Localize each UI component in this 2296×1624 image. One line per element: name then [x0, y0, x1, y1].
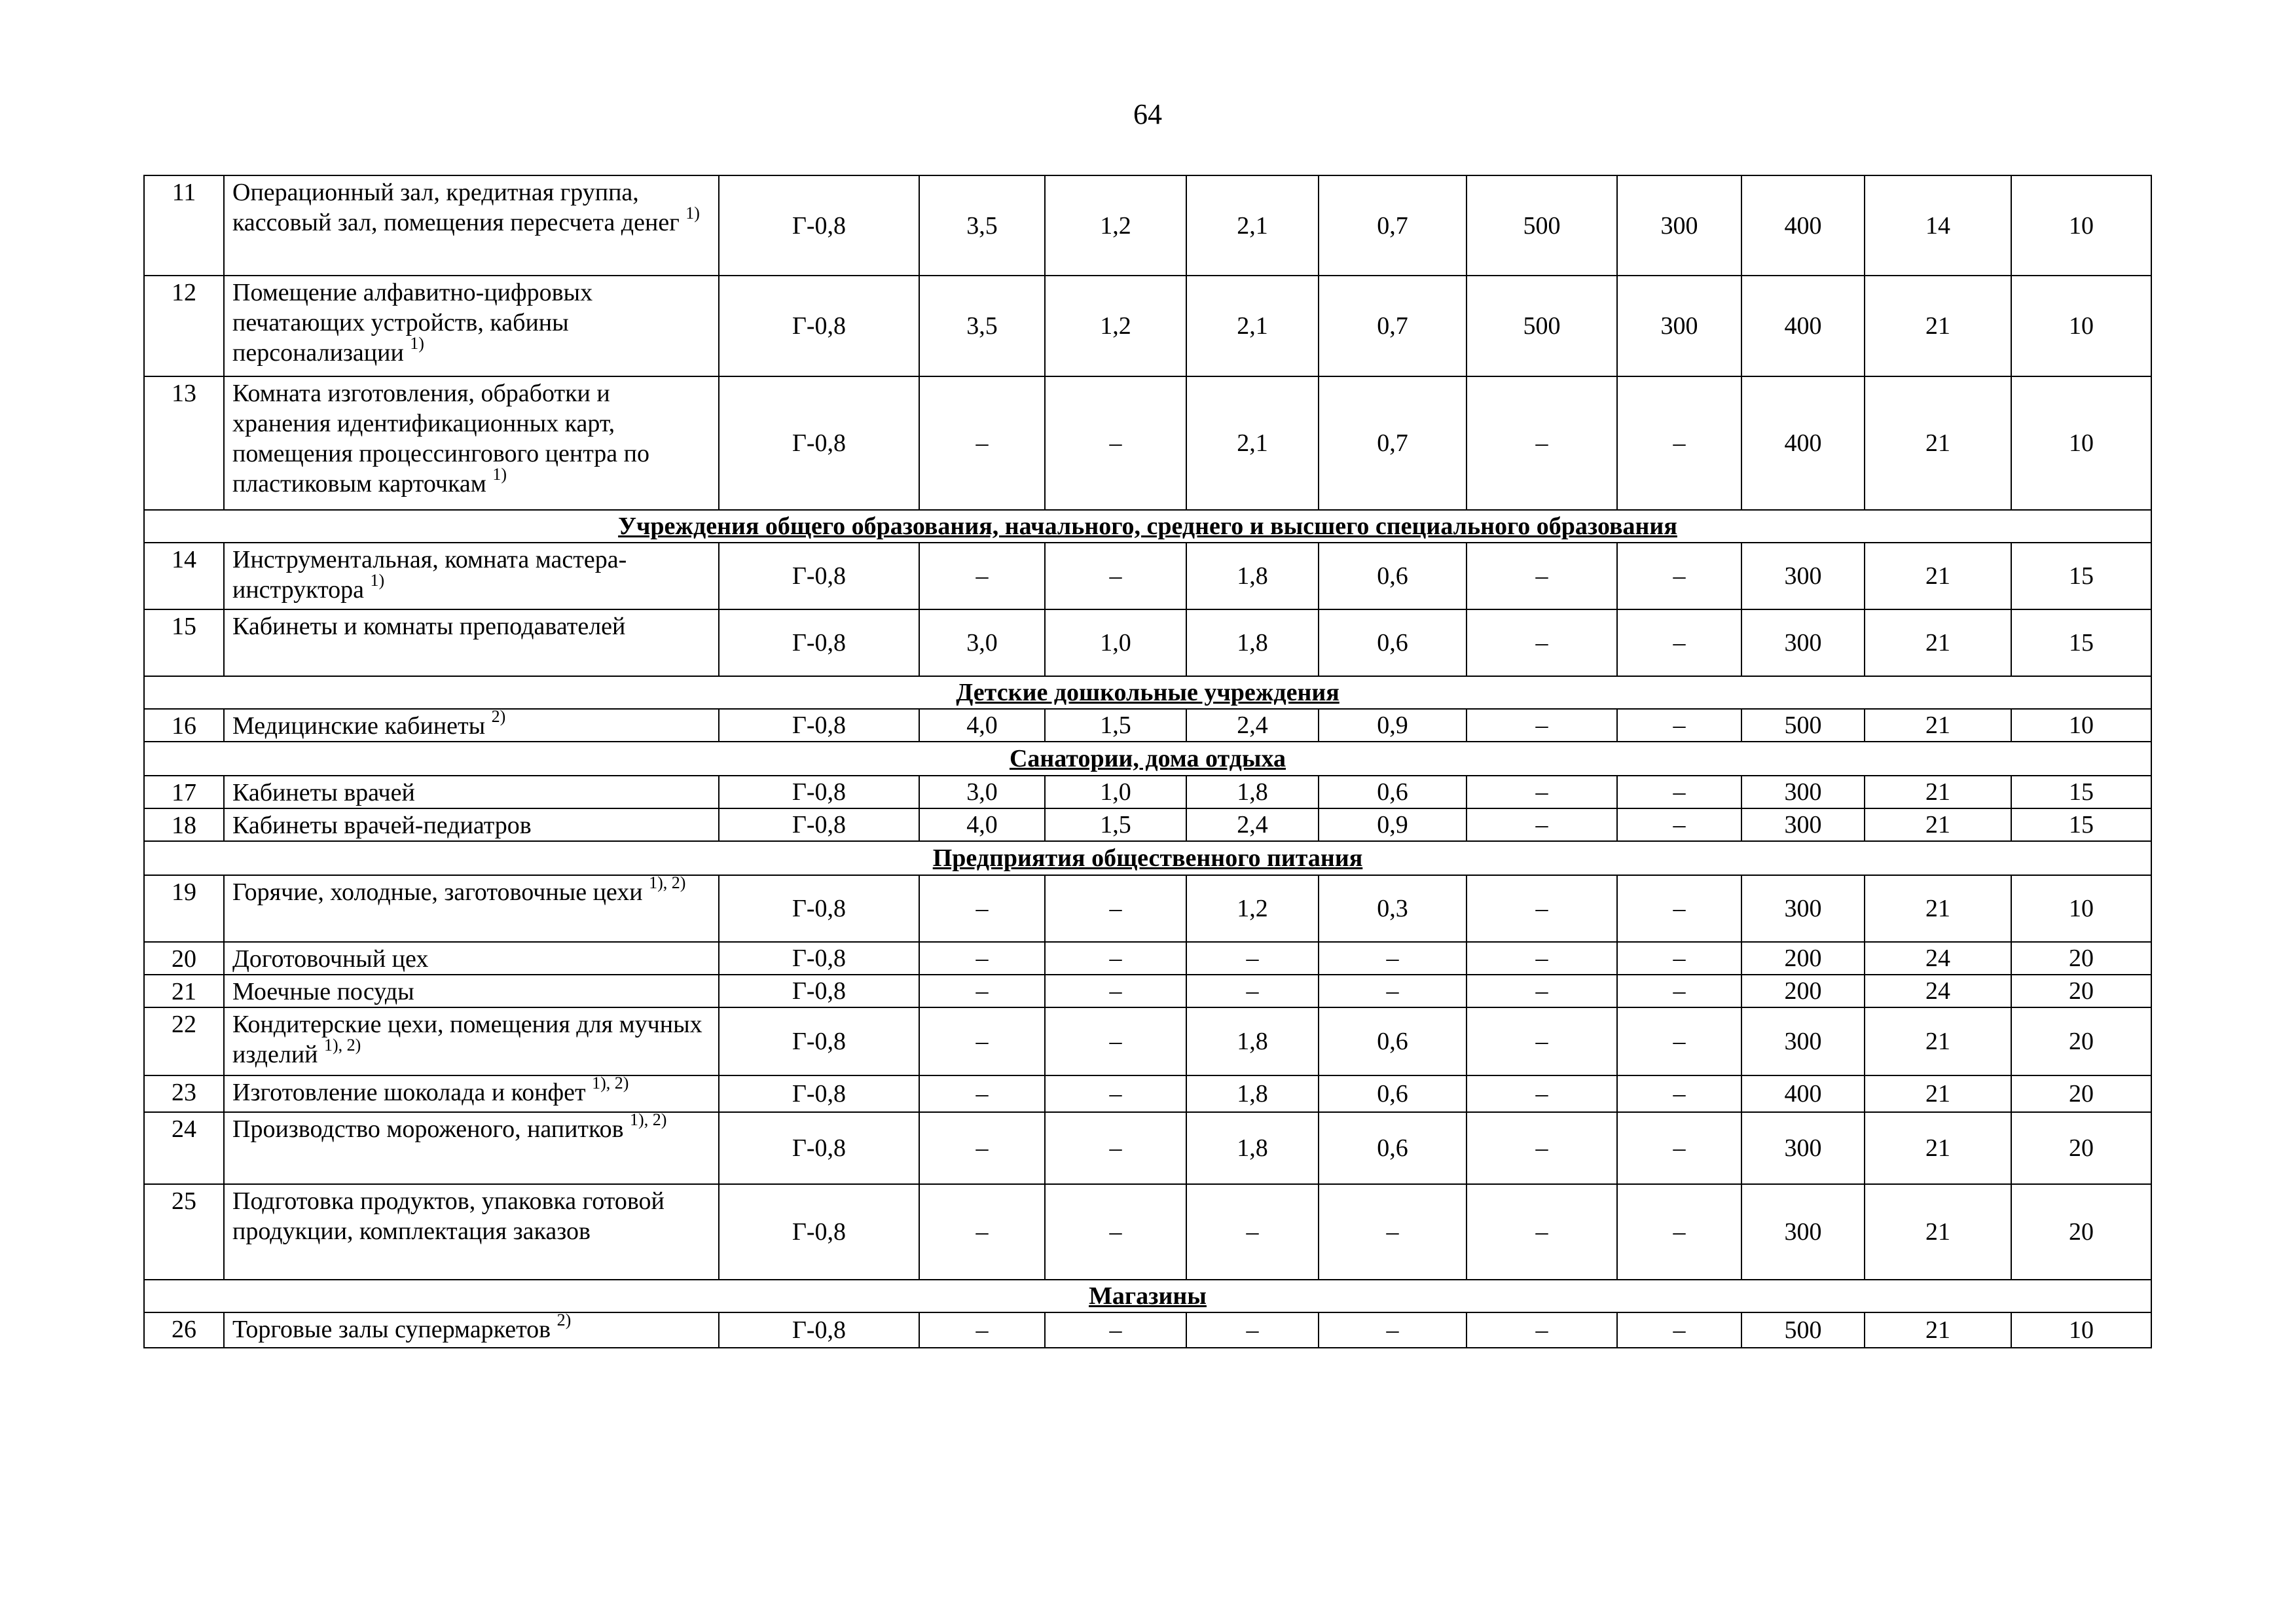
value-cell: 24	[1865, 975, 2011, 1007]
value-cell: Г-0,8	[719, 609, 919, 676]
table-row	[144, 709, 2151, 742]
value-cell: Г-0,8	[719, 875, 919, 942]
value-cell: –	[1617, 709, 1741, 742]
value-cell: 21	[1865, 1184, 2011, 1280]
room-name: Горячие, холодные, заготовочные цехи	[232, 878, 643, 906]
section-title: Магазины	[144, 1280, 2151, 1312]
value-cell: 0,6	[1319, 776, 1467, 808]
value-cell: –	[1617, 1075, 1741, 1112]
room-name-cell	[224, 808, 719, 841]
room-name: Кабинеты врачей	[232, 779, 415, 806]
value-cell: 300	[1741, 776, 1865, 808]
table-row	[144, 376, 2151, 510]
section-header-row	[144, 510, 2151, 543]
value-cell: 0,6	[1319, 1007, 1467, 1075]
room-name-cell	[224, 543, 719, 609]
room-name: Доготовочный цех	[232, 945, 429, 973]
value-cell: 21	[1865, 376, 2011, 510]
value-cell: –	[1045, 1112, 1186, 1184]
value-cell: –	[919, 1075, 1045, 1112]
value-cell: Г-0,8	[719, 1112, 919, 1184]
value-cell: –	[1045, 1312, 1186, 1348]
value-cell: –	[1617, 1312, 1741, 1348]
value-cell: 0,6	[1319, 1112, 1467, 1184]
value-cell: 300	[1741, 875, 1865, 942]
value-cell: –	[1467, 975, 1617, 1007]
value-cell: 20	[2011, 1075, 2151, 1112]
value-cell: –	[1617, 609, 1741, 676]
value-cell: 1,8	[1186, 1112, 1319, 1184]
value-cell: –	[1467, 776, 1617, 808]
room-name-cell	[224, 776, 719, 808]
value-cell: 21	[1865, 609, 2011, 676]
lighting-norms-table	[143, 175, 2152, 1348]
room-name-cell	[224, 1075, 719, 1112]
value-cell: –	[919, 942, 1045, 975]
row-number: 11	[144, 175, 224, 276]
value-cell: –	[1467, 376, 1617, 510]
value-cell: 2,1	[1186, 175, 1319, 276]
footnote-marker: 1), 2)	[592, 1075, 629, 1093]
value-cell: Г-0,8	[719, 776, 919, 808]
value-cell: 21	[1865, 808, 2011, 841]
value-cell: –	[1617, 776, 1741, 808]
value-cell: –	[1045, 376, 1186, 510]
value-cell: 20	[2011, 975, 2151, 1007]
value-cell: 400	[1741, 276, 1865, 376]
value-cell: –	[1467, 1312, 1617, 1348]
value-cell: 10	[2011, 276, 2151, 376]
value-cell: 1,8	[1186, 609, 1319, 676]
value-cell: 21	[1865, 276, 2011, 376]
section-header-row	[144, 676, 2151, 709]
room-name: Кабинеты врачей-педиатров	[232, 812, 532, 839]
value-cell: –	[1186, 1312, 1319, 1348]
value-cell: Г-0,8	[719, 376, 919, 510]
value-cell: 15	[2011, 609, 2151, 676]
room-name-cell	[224, 276, 719, 376]
value-cell: –	[1045, 975, 1186, 1007]
table-row	[144, 1075, 2151, 1112]
table-row	[144, 543, 2151, 609]
value-cell: –	[1319, 1184, 1467, 1280]
value-cell: 1,8	[1186, 776, 1319, 808]
value-cell: –	[1617, 875, 1741, 942]
room-name-cell	[224, 1184, 719, 1280]
row-number: 15	[144, 609, 224, 676]
value-cell: –	[1045, 1184, 1186, 1280]
row-number: 26	[144, 1312, 224, 1348]
table-row	[144, 1007, 2151, 1075]
value-cell: 10	[2011, 376, 2151, 510]
value-cell: 1,0	[1045, 609, 1186, 676]
value-cell: 0,9	[1319, 709, 1467, 742]
table-row	[144, 942, 2151, 975]
value-cell: –	[1467, 609, 1617, 676]
table-body	[144, 175, 2151, 1348]
table-row	[144, 276, 2151, 376]
room-name: Медицинские кабинеты	[232, 712, 486, 740]
value-cell: Г-0,8	[719, 1075, 919, 1112]
value-cell: 21	[1865, 1007, 2011, 1075]
table-row	[144, 776, 2151, 808]
room-name: Изготовление шоколада и конфет	[232, 1079, 586, 1106]
table-row	[144, 175, 2151, 276]
value-cell: 300	[1741, 1007, 1865, 1075]
value-cell: –	[1186, 942, 1319, 975]
value-cell: 0,7	[1319, 376, 1467, 510]
value-cell: Г-0,8	[719, 808, 919, 841]
value-cell: 0,7	[1319, 276, 1467, 376]
footnote-marker: 1), 2)	[649, 875, 686, 893]
value-cell: 1,2	[1186, 875, 1319, 942]
value-cell: –	[919, 1312, 1045, 1348]
value-cell: 300	[1741, 543, 1865, 609]
value-cell: –	[1467, 543, 1617, 609]
value-cell: –	[1617, 1007, 1741, 1075]
value-cell: –	[919, 1112, 1045, 1184]
value-cell: 21	[1865, 776, 2011, 808]
value-cell: 1,2	[1045, 175, 1186, 276]
row-number: 13	[144, 376, 224, 510]
value-cell: –	[1617, 1184, 1741, 1280]
value-cell: 0,3	[1319, 875, 1467, 942]
row-number: 19	[144, 875, 224, 942]
value-cell: Г-0,8	[719, 1184, 919, 1280]
value-cell: 3,0	[919, 609, 1045, 676]
value-cell: –	[919, 1007, 1045, 1075]
value-cell: 15	[2011, 543, 2151, 609]
value-cell: 500	[1741, 709, 1865, 742]
value-cell: 500	[1741, 1312, 1865, 1348]
footnote-marker: 2)	[491, 709, 506, 727]
value-cell: –	[1045, 875, 1186, 942]
value-cell: Г-0,8	[719, 543, 919, 609]
room-name-cell	[224, 875, 719, 942]
room-name-cell	[224, 975, 719, 1007]
value-cell: –	[919, 543, 1045, 609]
value-cell: 200	[1741, 942, 1865, 975]
value-cell: 0,7	[1319, 175, 1467, 276]
row-number: 14	[144, 543, 224, 609]
room-name-cell	[224, 1112, 719, 1184]
value-cell: –	[1617, 543, 1741, 609]
value-cell: –	[1045, 1007, 1186, 1075]
value-cell: 21	[1865, 1312, 2011, 1348]
value-cell: –	[919, 975, 1045, 1007]
value-cell: 20	[2011, 1184, 2151, 1280]
value-cell: 2,1	[1186, 376, 1319, 510]
table-row	[144, 808, 2151, 841]
value-cell: 400	[1741, 175, 1865, 276]
value-cell: 1,8	[1186, 543, 1319, 609]
value-cell: Г-0,8	[719, 942, 919, 975]
value-cell: Г-0,8	[719, 1007, 919, 1075]
room-name-cell	[224, 709, 719, 742]
value-cell: 14	[1865, 175, 2011, 276]
value-cell: 4,0	[919, 808, 1045, 841]
value-cell: 0,6	[1319, 609, 1467, 676]
room-name-cell	[224, 942, 719, 975]
value-cell: –	[919, 376, 1045, 510]
value-cell: 20	[2011, 942, 2151, 975]
value-cell: –	[1186, 975, 1319, 1007]
row-number: 17	[144, 776, 224, 808]
value-cell: 300	[1617, 276, 1741, 376]
page-number: 64	[1133, 98, 1162, 130]
footnote-marker: 1)	[685, 204, 700, 223]
room-name: Кабинеты и комнаты преподавателей	[232, 613, 626, 640]
value-cell: 1,0	[1045, 776, 1186, 808]
value-cell: –	[1319, 942, 1467, 975]
row-number: 21	[144, 975, 224, 1007]
value-cell: 500	[1467, 175, 1617, 276]
value-cell: 10	[2011, 875, 2151, 942]
value-cell: 300	[1741, 808, 1865, 841]
room-name-cell	[224, 1312, 719, 1348]
footnote-marker: 1)	[492, 465, 507, 484]
value-cell: –	[1617, 376, 1741, 510]
value-cell: Г-0,8	[719, 1312, 919, 1348]
value-cell: 200	[1741, 975, 1865, 1007]
value-cell: 21	[1865, 875, 2011, 942]
room-name: Инструментальная, комната мастера-инструктора	[232, 546, 627, 604]
section-title: Детские дошкольные учреждения	[144, 676, 2151, 709]
value-cell: –	[1045, 942, 1186, 975]
value-cell: 4,0	[919, 709, 1045, 742]
value-cell: 20	[2011, 1007, 2151, 1075]
room-name: Моечные посуды	[232, 978, 414, 1005]
row-number: 18	[144, 808, 224, 841]
footnote-marker: 1), 2)	[630, 1112, 667, 1130]
value-cell: 24	[1865, 942, 2011, 975]
value-cell: 1,2	[1045, 276, 1186, 376]
value-cell: 20	[2011, 1112, 2151, 1184]
value-cell: –	[1319, 975, 1467, 1007]
section-header-row	[144, 1280, 2151, 1312]
row-number: 20	[144, 942, 224, 975]
footnote-marker: 1)	[410, 334, 424, 353]
section-header-row	[144, 841, 2151, 875]
value-cell: –	[1617, 1112, 1741, 1184]
value-cell: Г-0,8	[719, 709, 919, 742]
value-cell: 400	[1741, 376, 1865, 510]
room-name: Помещение алфавитно-цифровых печатающих устройств, кабины персонализации	[232, 279, 593, 367]
row-number: 22	[144, 1007, 224, 1075]
room-name: Операционный зал, кредитная группа, кассовый зал, помещения пересчета денег	[232, 179, 680, 236]
value-cell: 10	[2011, 1312, 2151, 1348]
value-cell: –	[1467, 1007, 1617, 1075]
value-cell: 15	[2011, 808, 2151, 841]
value-cell: 300	[1741, 1112, 1865, 1184]
value-cell: 300	[1741, 609, 1865, 676]
value-cell: 21	[1865, 709, 2011, 742]
room-name: Торговые залы супермаркетов	[232, 1316, 551, 1343]
value-cell: Г-0,8	[719, 175, 919, 276]
value-cell: 3,0	[919, 776, 1045, 808]
value-cell: –	[1045, 543, 1186, 609]
table-row	[144, 1184, 2151, 1280]
value-cell: 0,9	[1319, 808, 1467, 841]
value-cell: 2,1	[1186, 276, 1319, 376]
value-cell: 0,6	[1319, 543, 1467, 609]
room-name: Производство мороженого, напитков	[232, 1115, 624, 1143]
table-row	[144, 875, 2151, 942]
value-cell: 1,8	[1186, 1075, 1319, 1112]
value-cell: 1,5	[1045, 808, 1186, 841]
value-cell: 2,4	[1186, 808, 1319, 841]
row-number: 23	[144, 1075, 224, 1112]
value-cell: –	[1617, 808, 1741, 841]
value-cell: –	[1467, 808, 1617, 841]
value-cell: –	[1617, 942, 1741, 975]
room-name: Комната изготовления, обработки и хранения идентификационных карт, помещения процессингового центра по пластиковым карточкам	[232, 380, 649, 497]
value-cell: 2,4	[1186, 709, 1319, 742]
value-cell: –	[1467, 875, 1617, 942]
value-cell: 21	[1865, 1112, 2011, 1184]
value-cell: Г-0,8	[719, 276, 919, 376]
value-cell: –	[1467, 1075, 1617, 1112]
room-name-cell	[224, 175, 719, 276]
value-cell: 300	[1741, 1184, 1865, 1280]
value-cell: 21	[1865, 1075, 2011, 1112]
value-cell: 21	[1865, 543, 2011, 609]
value-cell: Г-0,8	[719, 975, 919, 1007]
value-cell: 500	[1467, 276, 1617, 376]
footnote-marker: 2)	[556, 1312, 572, 1330]
section-header-row	[144, 742, 2151, 776]
room-name-cell	[224, 376, 719, 510]
row-number: 24	[144, 1112, 224, 1184]
value-cell: –	[1045, 1075, 1186, 1112]
room-name-cell	[224, 609, 719, 676]
section-title: Санатории, дома отдыха	[144, 742, 2151, 776]
value-cell: –	[1319, 1312, 1467, 1348]
value-cell: –	[1467, 709, 1617, 742]
table-row	[144, 609, 2151, 676]
value-cell: –	[1467, 1112, 1617, 1184]
value-cell: 300	[1617, 175, 1741, 276]
row-number: 12	[144, 276, 224, 376]
value-cell: –	[1467, 1184, 1617, 1280]
value-cell: 3,5	[919, 276, 1045, 376]
value-cell: 15	[2011, 776, 2151, 808]
value-cell: –	[1617, 975, 1741, 1007]
value-cell: 10	[2011, 709, 2151, 742]
value-cell: –	[1186, 1184, 1319, 1280]
table-row	[144, 1112, 2151, 1184]
room-name: Кондитерские цехи, помещения для мучных изделий	[232, 1011, 702, 1068]
value-cell: 1,5	[1045, 709, 1186, 742]
table-row	[144, 975, 2151, 1007]
table-row	[144, 1312, 2151, 1348]
section-title: Предприятия общественного питания	[144, 841, 2151, 875]
value-cell: 10	[2011, 175, 2151, 276]
section-title: Учреждения общего образования, начального, среднего и высшего специального образования	[144, 510, 2151, 543]
value-cell: –	[919, 875, 1045, 942]
row-number: 25	[144, 1184, 224, 1280]
value-cell: –	[919, 1184, 1045, 1280]
room-name-cell	[224, 1007, 719, 1075]
footnote-marker: 1), 2)	[324, 1036, 361, 1055]
room-name: Подготовка продуктов, упаковка готовой продукции, комплектация заказов	[232, 1187, 665, 1245]
value-cell: 0,6	[1319, 1075, 1467, 1112]
row-number: 16	[144, 709, 224, 742]
value-cell: 3,5	[919, 175, 1045, 276]
value-cell: 400	[1741, 1075, 1865, 1112]
value-cell: –	[1467, 942, 1617, 975]
value-cell: 1,8	[1186, 1007, 1319, 1075]
footnote-marker: 1)	[370, 571, 385, 590]
